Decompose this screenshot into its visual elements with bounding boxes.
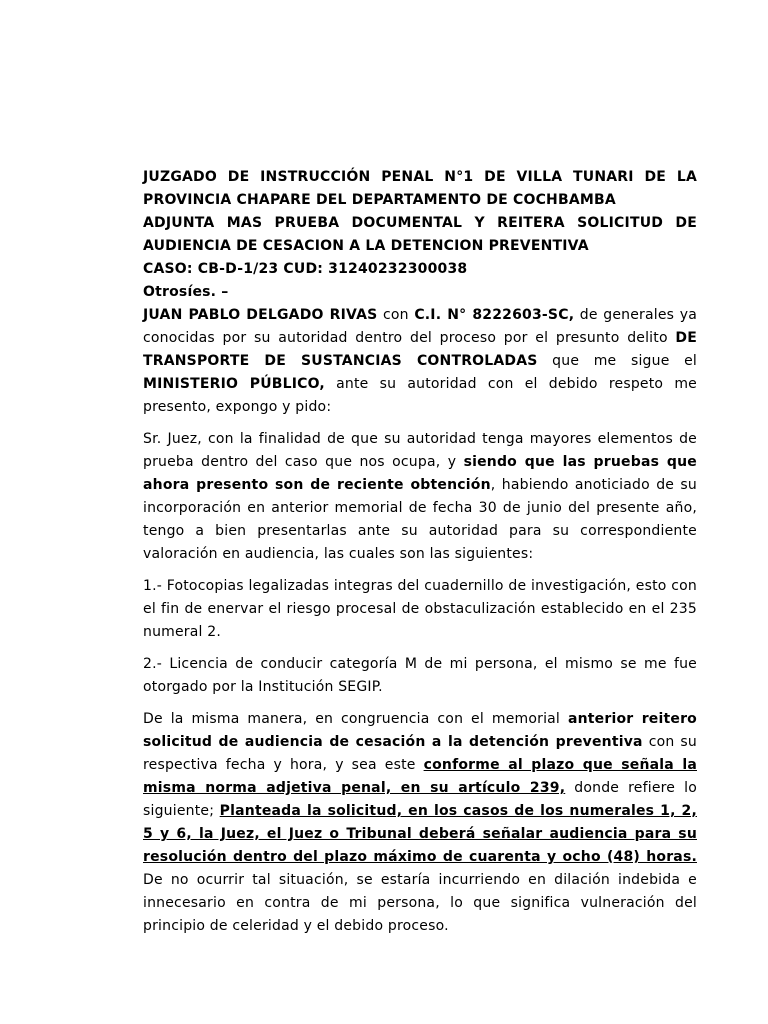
intro-text-1: con	[377, 307, 415, 323]
evidence-item-2: 2.- Licencia de conducir categoría M de mi persona, el mismo se me fue otorgado por la Institución SEGIP.	[143, 656, 697, 695]
intro-paragraph	[143, 304, 697, 419]
evidence-text-1: Sr. Juez, con la finalidad de que su autoridad tenga mayores elementos de prueba dentro del caso que nos ocupa, y	[143, 431, 697, 470]
intro-text-2: de generales ya conocidas por su autoridad dentro del proceso por el presunto delito	[143, 307, 698, 346]
article-reference: conforme al plazo que señala la misma norma adjetiva penal, en su artículo 239,	[143, 757, 697, 796]
request-paragraph	[143, 708, 697, 938]
evidence-paragraph	[143, 428, 697, 566]
document-subject: ADJUNTA MAS PRUEBA DOCUMENTAL Y REITERA SOLICITUD DE AUDIENCIA DE CESACION A LA DETENCION PREVENTIVA	[143, 215, 697, 254]
request-text-1: De la misma manera, en congruencia con el memorial	[143, 711, 568, 727]
quoted-norm: Planteada la solicitud, en los casos de los numerales 1, 2, 5 y 6, la Juez, el Juez o Tribunal deberá señalar audiencia para su resolución dentro del plazo máximo de cuarenta y ocho (48) horas.	[143, 803, 697, 865]
ministry-name: MINISTERIO PÚBLICO,	[143, 376, 325, 392]
party-name: JUAN PABLO DELGADO RIVAS	[143, 307, 378, 323]
evidence-bold: siendo que las pruebas que ahora presento son de reciente obtención	[143, 454, 697, 493]
intro-text-4: ante su autoridad con el debido respeto me presento, expongo y pido:	[143, 376, 697, 415]
id-number: C.I. N° 8222603-SC,	[414, 307, 575, 323]
request-text-3: donde refiere lo siguiente;	[143, 780, 697, 819]
crime-name: DE TRANSPORTE DE SUSTANCIAS CONTROLADAS	[143, 330, 697, 369]
request-text-2: con su respectiva fecha y hora, y sea este	[143, 734, 697, 773]
evidence-item-1: 1.- Fotocopias legalizadas integras del cuadernillo de investigación, esto con el fin de enervar el riesgo procesal de obstaculización establecido en el 235 numeral 2.	[143, 578, 697, 640]
request-bold: anterior reitero solicitud de audiencia de cesación a la detención preventiva	[143, 711, 698, 750]
document-page	[143, 166, 697, 938]
otrosies-label: Otrosíes. –	[143, 284, 229, 300]
case-number: CASO: CB-D-1/23 CUD: 31240232300038	[143, 261, 468, 277]
intro-text-3: que me sigue el	[537, 353, 697, 369]
evidence-text-2: , habiendo anoticiado de su incorporación en anterior memorial de fecha 30 de junio del presente año, tengo a bien presentarlas ante su autoridad para su correspondiente valoración en audiencia, las cuales son las siguientes:	[143, 477, 698, 562]
request-text-4: De no ocurrir tal situación, se estaría incurriendo en dilación indebida e innecesario en contra de mi persona, lo que significa vulneración del principio de celeridad y el debido proceso.	[143, 872, 697, 934]
court-heading: JUZGADO DE INSTRUCCIÓN PENAL N°1 DE VILLA TUNARI DE LA PROVINCIA CHAPARE DEL DEPARTAMENTO DE COCHBAMBA	[143, 169, 697, 208]
